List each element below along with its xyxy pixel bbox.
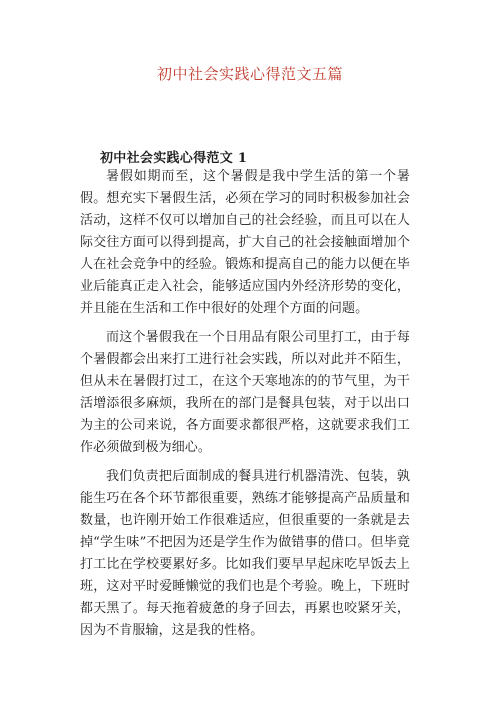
paragraph: 我们负责把后面制成的餐具进行机器清洗、包装，孰能生巧在各个环节都很重要，熟练才能够提高产品质量和数量，也许刚开始工作很难适应，但很重要的一条就是去掉“学生味”不把因为还是学生作为做错事的借口。但毕竟打工比在学校要累好多。比如我们要早早起床吃早饭去上班，这对平时爱睡懒觉的我们也是个考验。晚上，下班时都天黑了。每天拖着疲惫的身子回去，再累也咬紧牙关，因为不肯服输，这是我的性格。 — [80, 469, 410, 638]
section-heading: 初中社会实践心得范文 1 — [100, 151, 248, 166]
document-body — [80, 166, 410, 649]
document-title: 初中社会实践心得范文五篇 — [156, 65, 343, 83]
paragraph: 而这个暑假我在一个日用品有限公司里打工，由于每个暑假都会出来打工进行社会实践，所以对此并不陌生，但从未在暑假打过工，在这个天寒地冻的的节气里，为干活增添很多麻烦，我所在的部门是餐具包装，对于以出口为主的公司来说，各方面要求都很严格，这就要求我们工作必须做到极为细心。 — [80, 330, 410, 455]
paragraph: 暑假如期而至，这个暑假是我中学生活的第一个暑假。想充实下暑假生活，必须在学习的同时积极参加社会活动，这样不仅可以增加自己的社会经验，而且可以在人际交往方面可以得到提高，扩大自己的社会接触面增加个人在社会竞争中的经验。锻炼和提高自己的能力以便在毕业后能真正走入社会，能够适应国内外经济形势的变化，并且能在生活和工作中很好的处理个方面的问题。 — [80, 169, 410, 316]
